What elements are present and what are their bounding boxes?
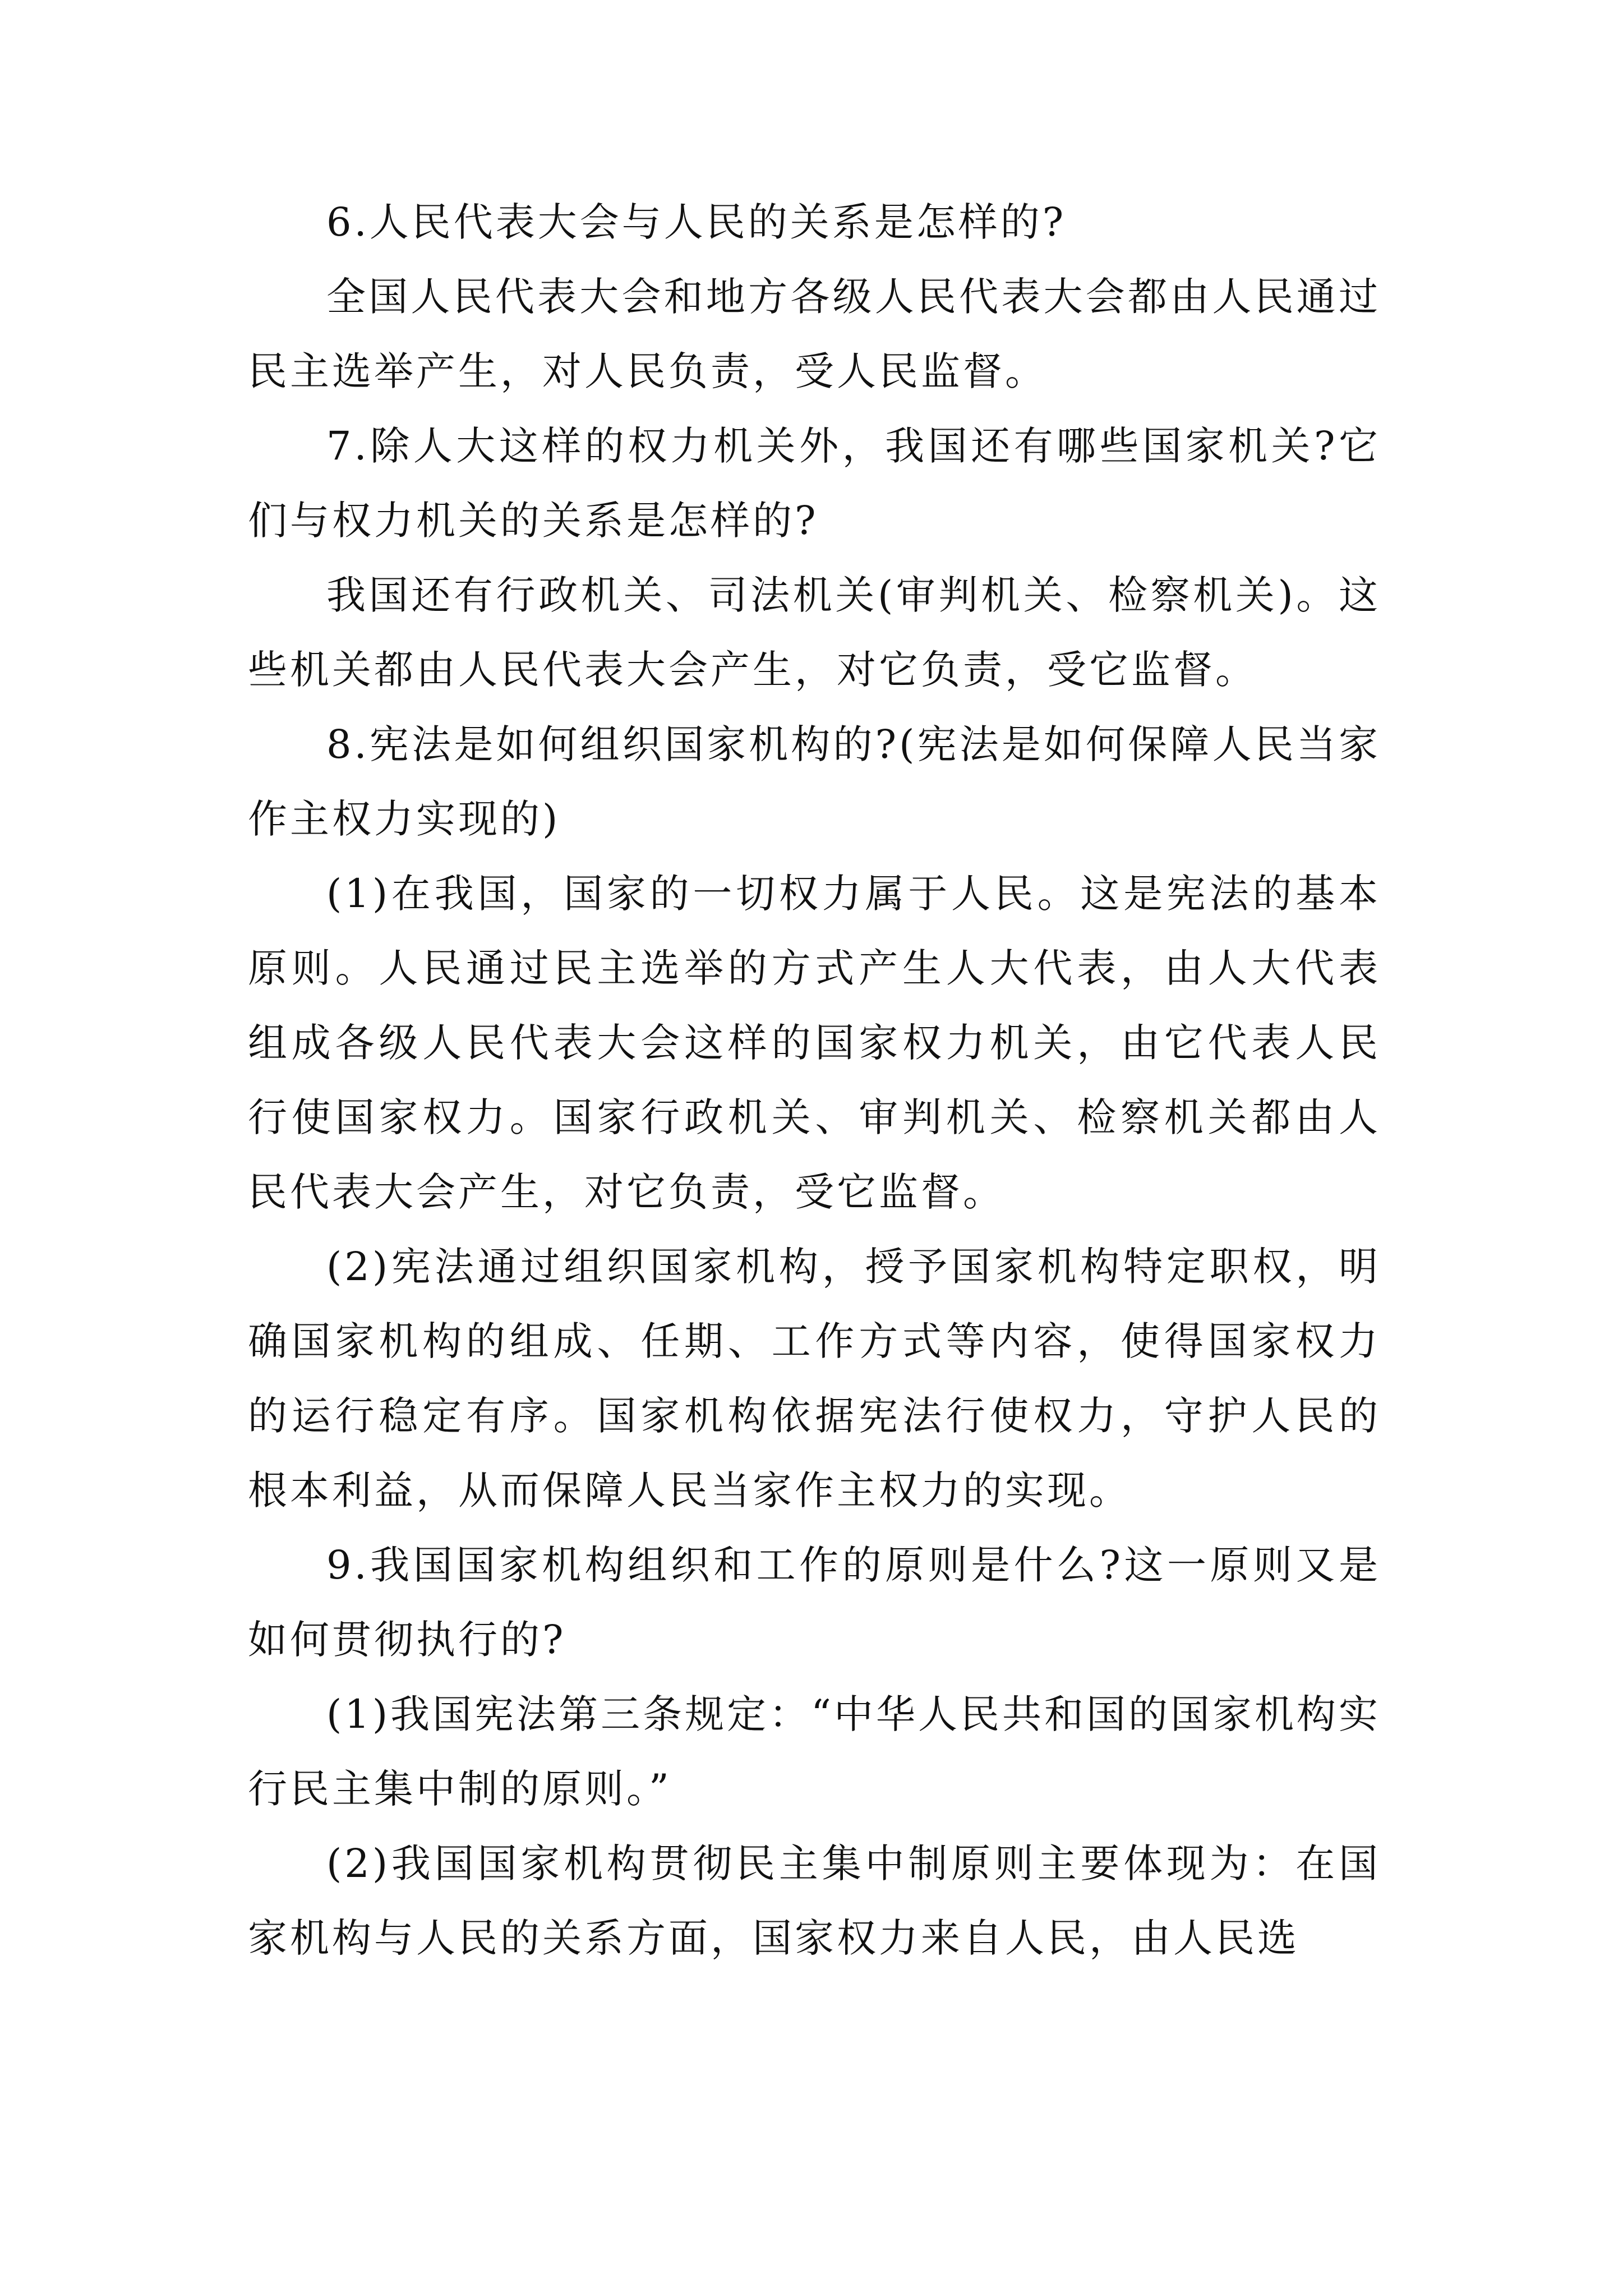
document-body xyxy=(248,185,1381,1976)
question-7: 7.除人大这样的权力机关外，我国还有哪些国家机关?它们与权力机关的关系是怎样的? xyxy=(248,423,1381,544)
question-9: 9.我国国家机构组织和工作的原则是什么?这一原则又是如何贯彻执行的? xyxy=(248,1542,1381,1663)
answer-9-point-1: (1)我国宪法第三条规定：“中华人民共和国的国家机构实行民主集中制的原则。” xyxy=(248,1691,1381,1812)
answer-8-point-1: (1)在我国，国家的一切权力属于人民。这是宪法的基本原则。人民通过民主选举的方式产生人大代表，由人大代表组成各级人民代表大会这样的国家权力机关，由它代表人民行使国家权力。国家行政机关、审判机关、检察机关都由人民代表大会产生，对它负责，受它监督。 xyxy=(248,871,1381,1215)
question-8: 8.宪法是如何组织国家机构的?(宪法是如何保障人民当家作主权力实现的) xyxy=(248,721,1381,842)
answer-8-point-2: (2)宪法通过组织国家机构，授予国家机构特定职权，明确国家机构的组成、任期、工作方式等内容，使得国家权力的运行稳定有序。国家机构依据宪法行使权力，守护人民的根本利益，从而保障人民当家作主权力的实现。 xyxy=(248,1244,1381,1513)
question-6: 6.人民代表大会与人民的关系是怎样的? xyxy=(326,199,1067,245)
answer-6: 全国人民代表大会和地方各级人民代表大会都由人民通过民主选举产生，对人民负责，受人民监督。 xyxy=(248,274,1381,394)
answer-7: 我国还有行政机关、司法机关(审判机关、检察机关)。这些机关都由人民代表大会产生，对它负责，受它监督。 xyxy=(248,572,1381,693)
answer-9-point-2: (2)我国国家机构贯彻民主集中制原则主要体现为：在国家机构与人民的关系方面，国家权力来自人民，由人民选 xyxy=(248,1841,1381,1961)
